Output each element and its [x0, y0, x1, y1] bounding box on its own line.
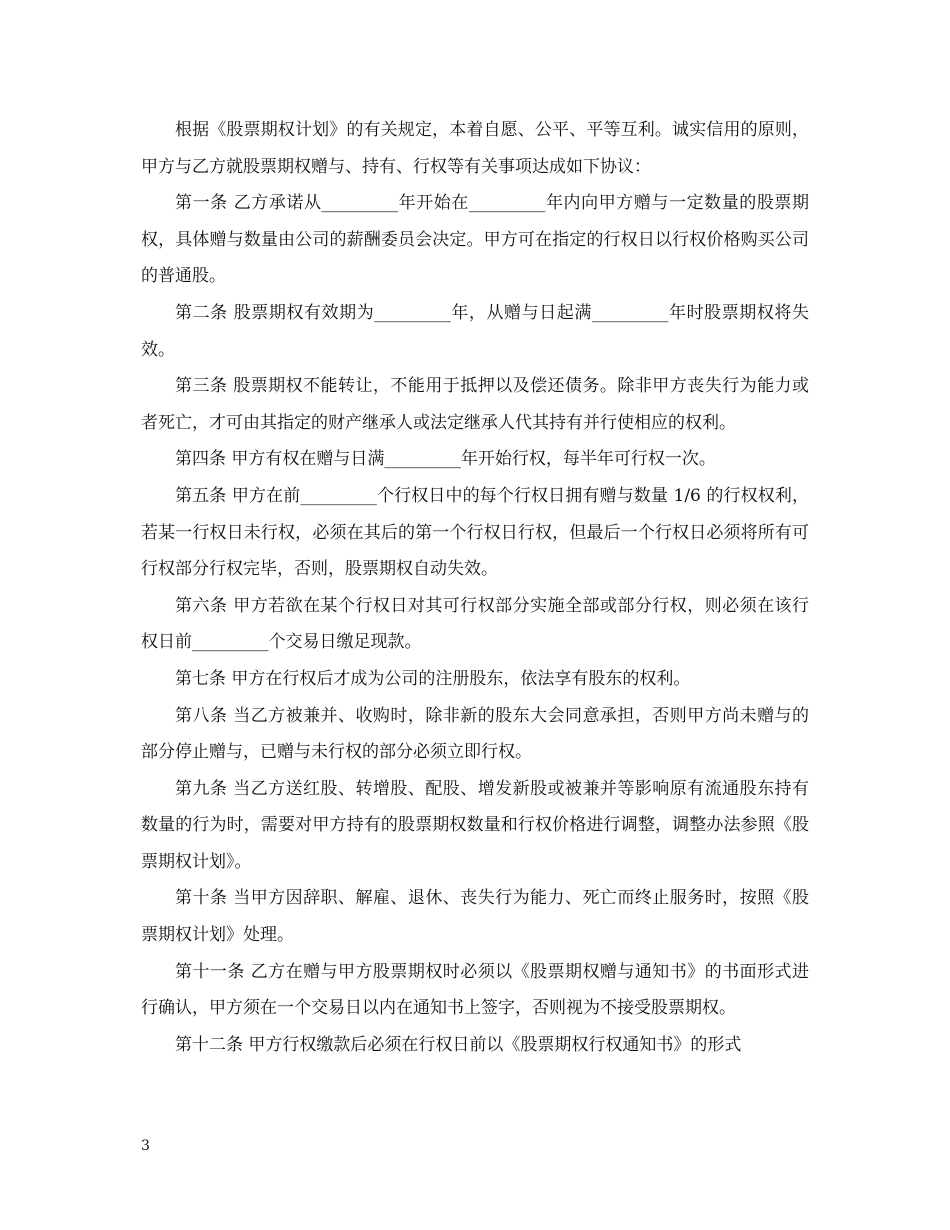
article-11: 第十一条 乙方在赠与甲方股票期权时必须以《股票期权赠与通知书》的书面形式进行确认，甲方须在一个交易日以内在通知书上签字，否则视为不接受股票期权。 [141, 961, 809, 1019]
article-3: 第三条 股票期权不能转让，不能用于抵押以及偿还债务。除非甲方丧失行为能力或者死亡，才可由其指定的财产继承人或法定继承人代其持有并行使相应的权利。 [141, 376, 809, 433]
intro-paragraph: 根据《股票期权计划》的有关规定，本着自愿、公平、平等互利。诚实信用的原则，甲方与乙方就股票期权赠与、持有、行权等有关事项达成如下协议： [141, 120, 809, 177]
article-5: 第五条 甲方在前_________个行权日中的每个行权日拥有赠与数量 1/6 的行权权利，若某一行权日未行权，必须在其后的第一个行权日行权，但最后一个行权日必须将所有可行权部分行权完毕，否则，股票期权自动失效。 [141, 485, 809, 580]
article-10: 第十条 当甲方因辞职、解雇、退休、丧失行为能力、死亡而终止服务时，按照《股票期权计划》处理。 [141, 888, 809, 946]
article-6: 第六条 甲方若欲在某个行权日对其可行权部分实施全部或部分行权，则必须在该行权日前_________个交易日缴足现款。 [141, 595, 809, 653]
article-12: 第十二条 甲方行权缴款后必须在行权日前以《股票期权行权通知书》的形式 [175, 1034, 742, 1055]
article-9: 第九条 当乙方送红股、转增股、配股、增发新股或被兼并等影响原有流通股东持有数量的行为时，需要对甲方持有的股票期权数量和行权价格进行调整，调整办法参照《股票期权计划》。 [141, 778, 809, 872]
article-7: 第七条 甲方在行权后才成为公司的注册股东，依法享有股东的权利。 [175, 668, 691, 689]
article-8: 第八条 当乙方被兼并、收购时，除非新的股东大会同意承担，否则甲方尚未赠与的部分停止赠与，已赠与未行权的部分必须立即行权。 [141, 705, 809, 763]
article-4: 第四条 甲方有权在赠与日满_________年开始行权，每半年可行权一次。 [175, 449, 716, 470]
document-body [141, 112, 809, 1063]
article-1: 第一条 乙方承诺从_________年开始在_________年内向甲方赠与一定数量的股票期权，具体赠与数量由公司的薪酬委员会决定。甲方可在指定的行权日以行权价格购买公司的普通股。 [141, 193, 809, 287]
article-2: 第二条 股票期权有效期为_________年，从赠与日起满_________年时股票期权将失效。 [141, 302, 809, 360]
page-number: 3 [141, 1138, 150, 1154]
